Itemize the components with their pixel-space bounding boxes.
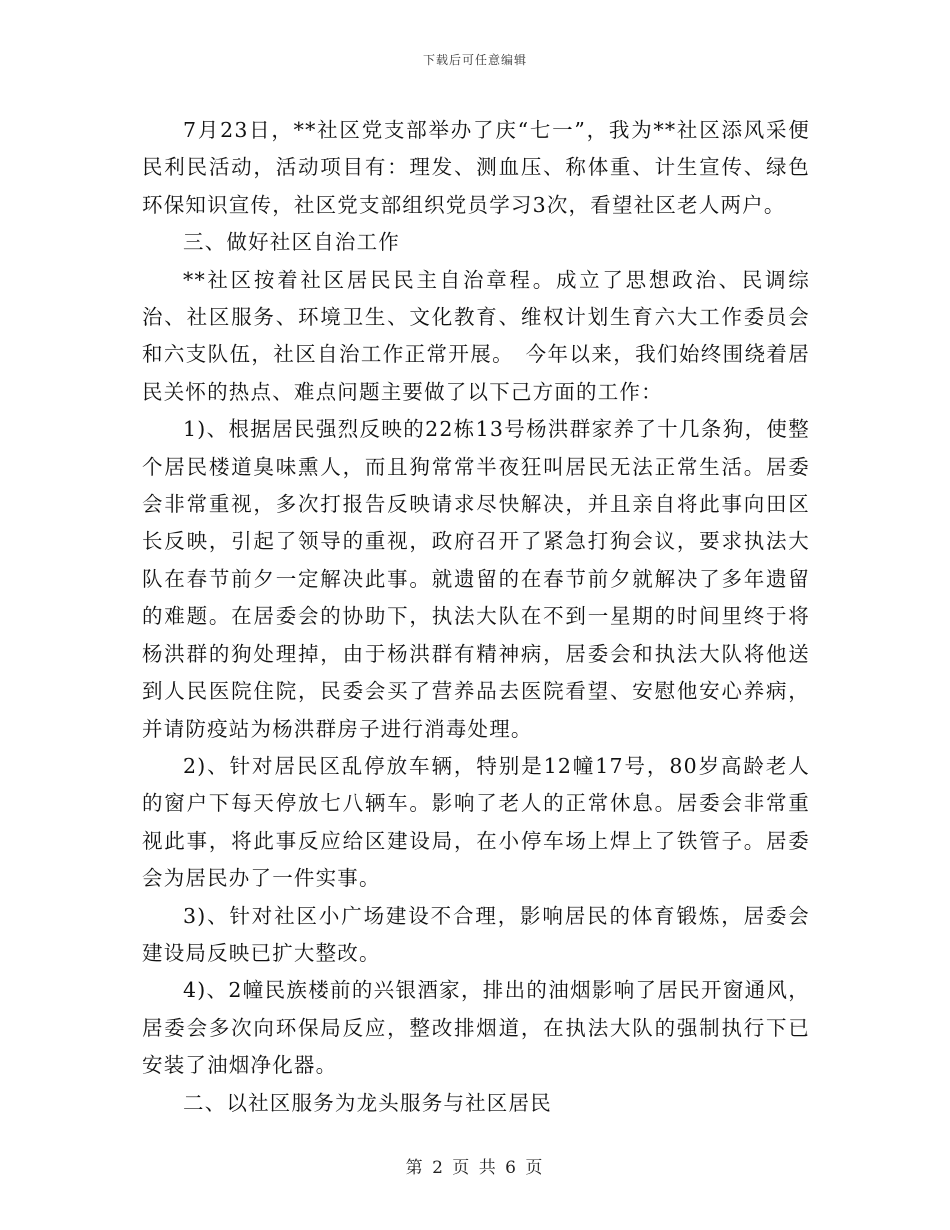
- page-header: 下载后可任意编辑: [422, 53, 527, 67]
- page-number: 第 2 页 共 6 页: [405, 1158, 545, 1178]
- paragraph-item-2-parking: 2)、针对居民区乱停放车辆，特别是12幢17号，80岁高龄老人的窗户下每天停放七八辆车。影响了老人的正常休息。居委会非常重视此事，将此事反应给区建设局，在小停车场上焊上了铁管子。居委会为居民办了一件实事。: [142, 753, 810, 891]
- paragraph-july-activity: 7月23日，**社区党支部举办了庆“七一”，我为**社区添风采便民利民活动，活动项目有：理发、测血压、称体重、计生宣传、绿色环保知识宣传，社区党支部组织党员学习3次，看望社区老人两户。: [142, 118, 810, 217]
- paragraph-autonomy-charter: **社区按着社区居民民主自治章程。成立了思想政治、民调综治、社区服务、环境卫生、文化教育、维权计划生育六大工作委员会和六支队伍，社区自治工作正常开展。 今年以来，我们始终围绕着居民关怀的热点、难点问题主要做了以下己方面的工作：: [142, 267, 810, 404]
- paragraph-item-1-dogs: 1)、根据居民强烈反映的22栋13号杨洪群家养了十几条狗，使整个居民楼道臭味熏人，而且狗常常半夜狂叫居民无法正常生活。居委会非常重视，多次打报告反映请求尽快解决，并且亲自将此事向田区长反映，引起了领导的重视，政府召开了紧急打狗会议，要求执法大队在春节前夕一定解决此事。就遗留的在春节前夕就解决了多年遗留的难题。在居委会的协助下，执法大队在不到一星期的时间里终于将杨洪群的狗处理掉，由于杨洪群有精神病，居委会和执法大队将他送到人民医院住院，民委会买了营养品去医院看望、安慰他安心养病，并请防疫站为杨洪群房子进行消毒处理。: [142, 417, 810, 741]
- document-body: [142, 112, 810, 1122]
- paragraph-item-3-plaza: 3)、针对社区小广场建设不合理，影响居民的体育锻炼，居委会建设局反映已扩大整改。: [142, 903, 810, 965]
- section-heading-autonomy: 三、做好社区自治工作: [183, 230, 400, 255]
- section-heading-service: 二、以社区服务为龙头服务与社区居民: [183, 1090, 552, 1115]
- paragraph-item-4-restaurant: 4)、2幢民族楼前的兴银酒家，排出的油烟影响了居民开窗通风，居委会多次向环保局反应，整改排烟道，在执法大队的强制执行下已安装了油烟净化器。: [142, 978, 810, 1078]
